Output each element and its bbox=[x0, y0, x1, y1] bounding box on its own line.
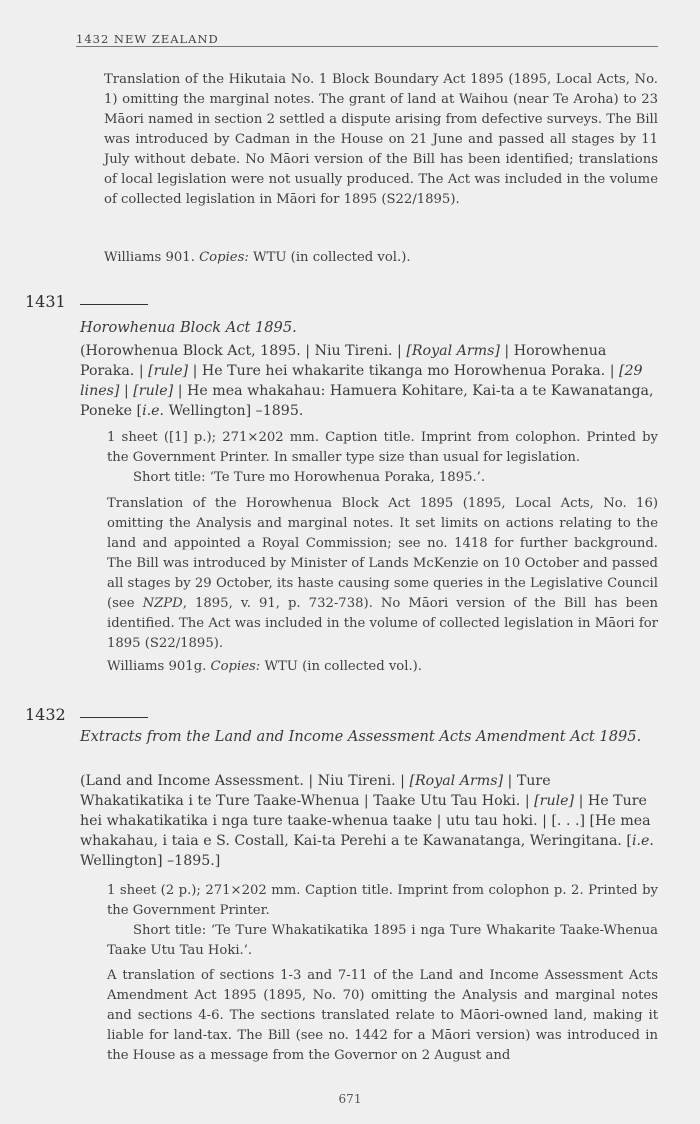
entry-title: Horowhenua Block Act 1895. bbox=[80, 319, 297, 336]
entry-transcription: (Land and Income Assessment. | Niu Tireni. | [Royal Arms] | Ture Whakatikatika i te Ture Taake-Whenua | Taake Utu Tau Hoki. | [rule] | He Ture hei whakatikatika i nga ture taake-whenua taake | utu tau hoki. | [. . .] [He mea whakahau, i taia e S. Costall, Kai-ta Perehi a te Kawanatanga, Weringitana. [i.e. Wellington] –1895.] bbox=[80, 773, 654, 869]
entry-number: 1432 bbox=[25, 705, 66, 724]
running-head: 1432 NEW ZEALAND bbox=[76, 32, 219, 46]
entry-note: Translation of the Horowhenua Block Act 1895 (1895, Local Acts, No. 16) omitting the Analysis and marginal notes. It set limits on actions relating to the land and appointed a Royal Commission; see no. 1418 for further background. The Bill was introduced by Minister of Lands McKenzie on 10 October and passed all stages by 29 October, its haste causing some queries in the Legislative Council (see NZPD, 1895, v. 91, p. 732-738). No Māori version of the Bill has been identified. The Act was included in the volume of collected legislation in Māori for 1895 (S22/1895). bbox=[107, 496, 659, 651]
entry-reference: Williams 901g. Copies: WTU (in collected vol.). bbox=[107, 659, 422, 674]
entry-short-title: Short title: ‘Te Ture mo Horowhenua Poraka, 1895.’. bbox=[133, 470, 486, 485]
entry-number: 1431 bbox=[25, 292, 66, 311]
page-number: 671 bbox=[338, 1092, 362, 1106]
top-entry-paragraph: Translation of the Hikutaia No. 1 Block Boundary Act 1895 (1895, Local Acts, No. 1) omitting the marginal notes. The grant of land at Waihou (near Te Aroha) to 23 Māori named in section 2 settled a dispute arising from defective surveys. The Bill was introduced by Cadman in the House on 21 June and passed all stages by 11 July without debate. No Māori version of the Bill has been identified; translations of local legislation were not usually produced. The Act was included in the volume of collected legislation in Māori for 1895 (S22/1895). bbox=[104, 72, 658, 207]
header-rule bbox=[76, 46, 658, 47]
entry-note: A translation of sections 1-3 and 7-11 of the Land and Income Assessment Acts Amendment Act 1895 (1895, No. 70) omitting the Analysis and marginal notes and sections 4-6. The sections translated relate to Māori-owned land, making it liable for land-tax. The Bill (see no. 1442 for a Māori version) was introduced in the House as a message from the Governor on 2 August and bbox=[107, 968, 658, 1063]
entry-title: Extracts from the Land and Income Assessment Acts Amendment Act 1895. bbox=[80, 728, 642, 745]
entry-physical-description: 1 sheet ([1] p.); 271×202 mm. Caption title. Imprint from colophon. Printed by the Government Printer. In smaller type size than usual for legislation. bbox=[107, 430, 658, 465]
entry-transcription: (Horowhenua Block Act, 1895. | Niu Tireni. | [Royal Arms] | Horowhenua Poraka. | [rule] | He Ture hei whakarite tikanga mo Horowhenua Poraka. | [29 lines] | [rule] | He mea whakahau: Hamuera Kohitare, Kai-ta a te Kawanatanga, Poneke [i.e. Wellington] –1895. bbox=[80, 343, 654, 419]
entry-physical-description: 1 sheet (2 p.); 271×202 mm. Caption title. Imprint from colophon p. 2. Printed by the Government Printer. bbox=[107, 883, 658, 918]
entry-short-title: Short title: ‘Te Ture Whakatikatika 1895 i nga Ture Whakarite Taake-Whenua Taake Utu Tau Hoki.’. bbox=[107, 923, 658, 958]
top-entry-reference: Williams 901. Copies: WTU (in collected vol.). bbox=[104, 250, 411, 265]
entry-dash bbox=[80, 717, 148, 718]
entry-dash bbox=[80, 304, 148, 305]
